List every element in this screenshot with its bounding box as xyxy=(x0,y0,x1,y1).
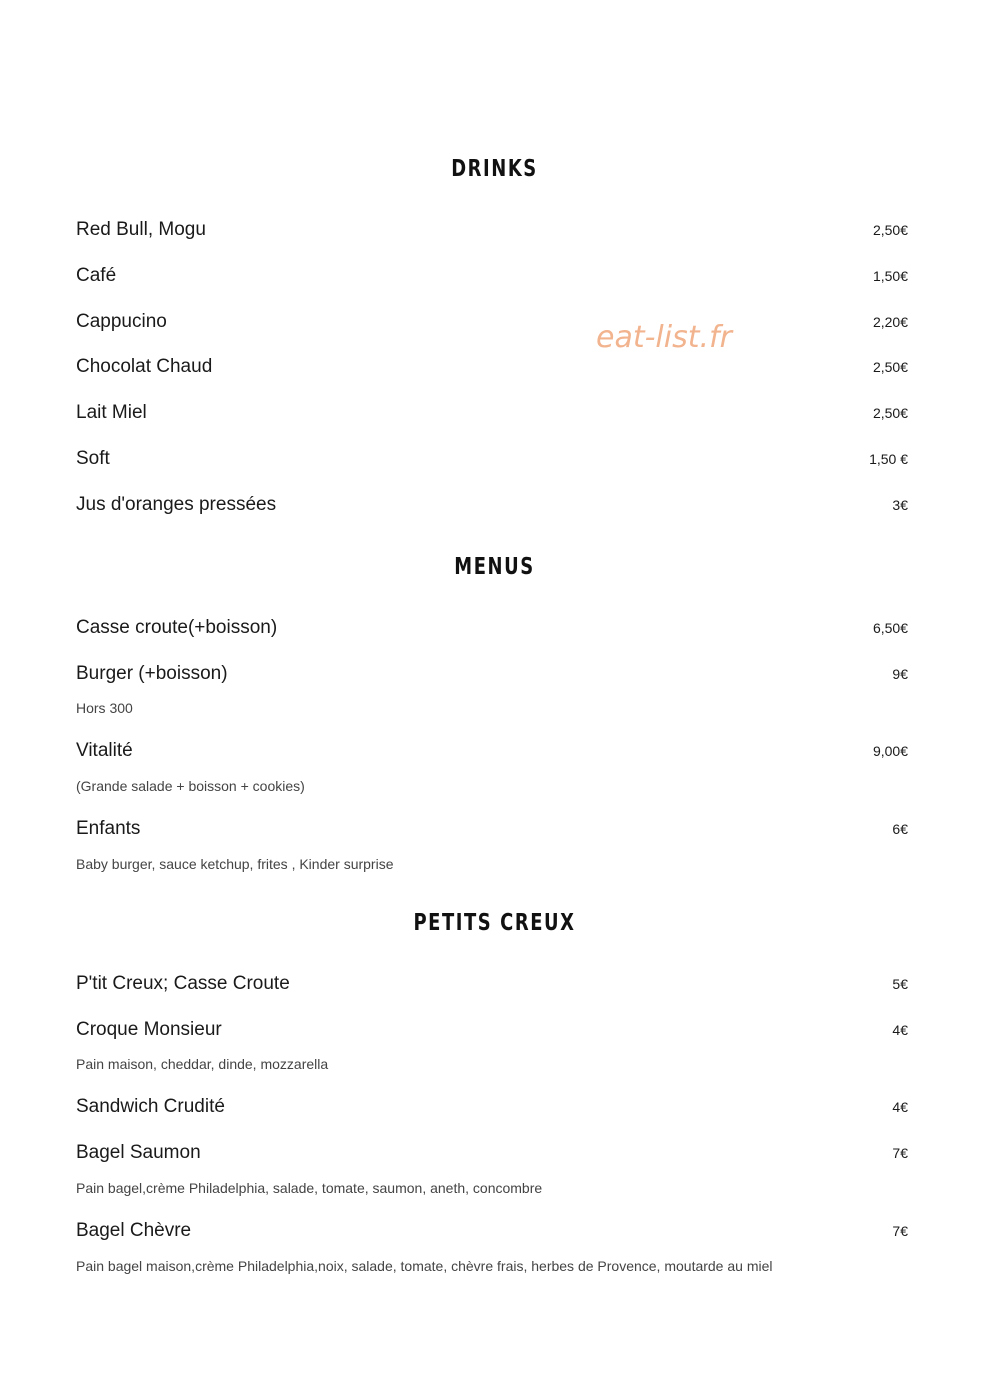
menu-item-description: Pain bagel maison,crème Philadelphia,noix, salade, tomate, chèvre frais, herbes de Provence, moutarde au miel xyxy=(76,1258,773,1274)
menu-item-name: Jus d'oranges pressées xyxy=(76,494,277,515)
menu-item-description: Baby burger, sauce ketchup, frites , Kinder surprise xyxy=(76,856,394,872)
menu-item-name: Café xyxy=(76,265,117,286)
menu-item-name: Soft xyxy=(76,448,110,469)
menu-item-name: Lait Miel xyxy=(76,402,147,423)
menu-item-name: Enfants xyxy=(76,818,141,839)
menu-item-price: 9€ xyxy=(892,666,908,682)
section-title-petits-creux: PETITS CREUX xyxy=(413,910,576,936)
menu-item-price: 2,50€ xyxy=(872,405,908,421)
menu-item-name: Vitalité xyxy=(76,740,133,761)
menu-item-price: 5€ xyxy=(892,976,908,992)
menu-item-name: Cappucino xyxy=(76,311,167,332)
section-title-menus: MENUS xyxy=(454,554,535,580)
menu-item-description: Pain maison, cheddar, dinde, mozzarella xyxy=(76,1056,329,1072)
menu-item-price: 2,20€ xyxy=(872,314,908,330)
menu-item-price: 2,50€ xyxy=(872,359,908,375)
menu-item-name: P'tit Creux; Casse Croute xyxy=(76,973,290,994)
menu-item-price: 9,00€ xyxy=(872,743,908,759)
menu-item-name: Sandwich Crudité xyxy=(76,1096,225,1117)
menu-item-price: 1,50 € xyxy=(869,451,908,467)
menu-item-price: 2,50€ xyxy=(872,222,908,238)
menu-item-description: Hors 300 xyxy=(76,700,133,716)
menu-item-name: Casse croute(+boisson) xyxy=(76,617,278,638)
menu-item-price: 7€ xyxy=(892,1145,908,1161)
menu-item-price: 4€ xyxy=(892,1099,908,1115)
menu-item-price: 6€ xyxy=(892,821,908,837)
section-title-drinks: DRINKS xyxy=(451,156,538,182)
menu-item-name: Burger (+boisson) xyxy=(76,663,228,684)
menu-item-name: Chocolat Chaud xyxy=(76,356,213,377)
menu-item-price: 6,50€ xyxy=(872,620,908,636)
menu-item-name: Red Bull, Mogu xyxy=(76,219,206,240)
watermark: eat-list.fr xyxy=(596,320,732,355)
menu-item-price: 1,50€ xyxy=(872,268,908,284)
menu-item-name: Croque Monsieur xyxy=(76,1019,222,1040)
menu-item-name: Bagel Saumon xyxy=(76,1142,201,1163)
menu-item-description: Pain bagel,crème Philadelphia, salade, tomate, saumon, aneth, concombre xyxy=(76,1180,543,1196)
menu-item-description: (Grande salade + boisson + cookies) xyxy=(76,778,305,794)
menu-item-price: 4€ xyxy=(892,1022,908,1038)
menu-item-price: 7€ xyxy=(892,1223,908,1239)
menu-item-name: Bagel Chèvre xyxy=(76,1220,192,1241)
menu-item-price: 3€ xyxy=(892,497,908,513)
